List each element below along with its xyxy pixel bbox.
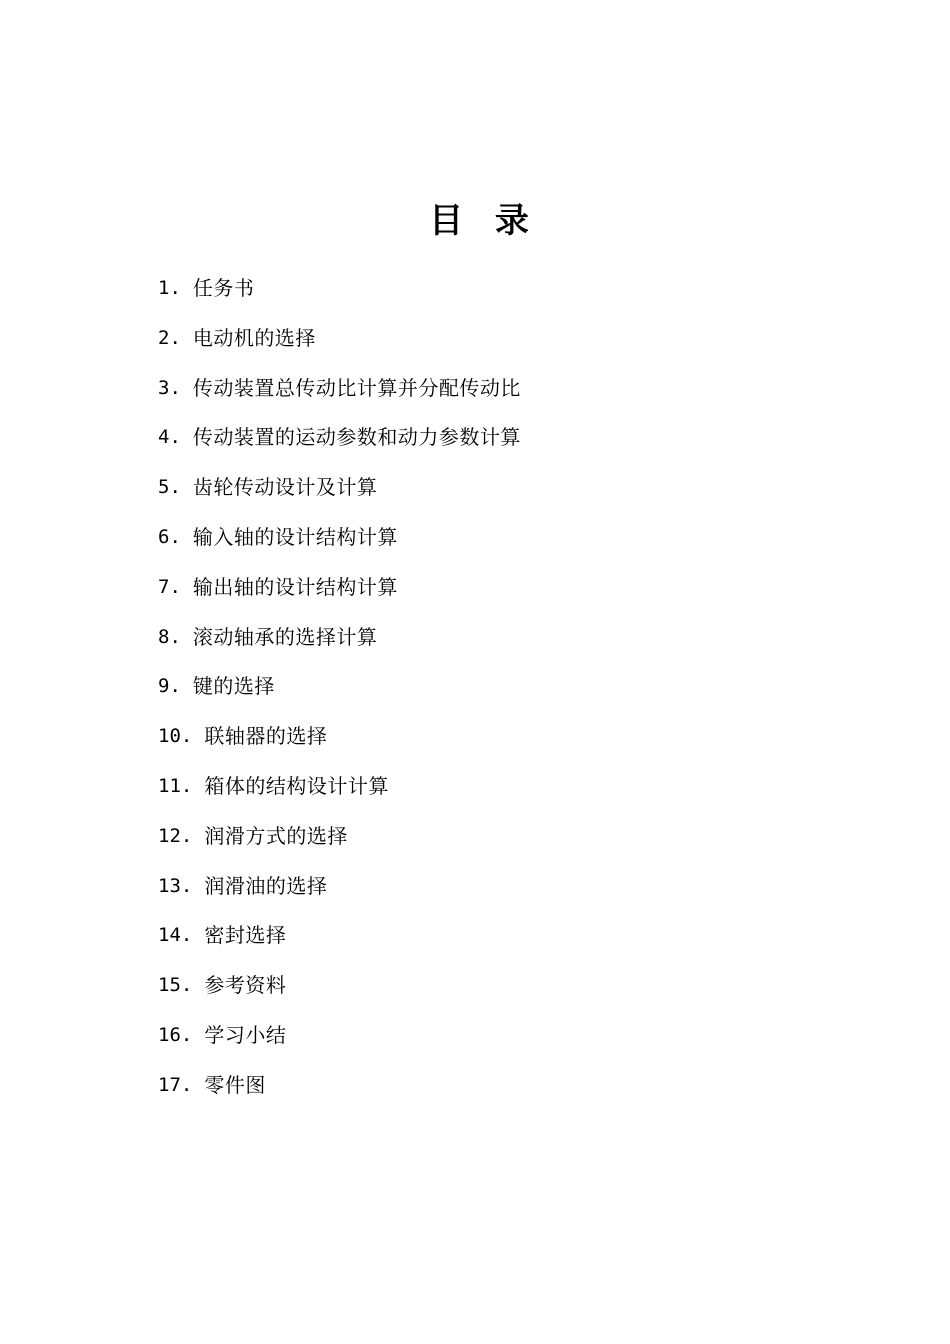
toc-item [158,866,521,916]
toc-item [158,417,521,467]
toc-item [158,766,521,816]
toc-item-number: 7. [158,575,181,598]
toc-item-text: 参考资料 [204,973,287,998]
toc-list [158,268,521,1115]
toc-item-number: 16. [158,1023,193,1046]
toc-item-number: 5. [158,476,181,499]
toc-item-text: 润滑方式的选择 [204,823,348,848]
toc-item-text: 传动装置总传动比计算并分配传动比 [192,375,521,400]
toc-title: 目 录 [429,201,539,241]
toc-item [158,467,521,517]
toc-item [158,617,521,667]
toc-item-text: 输入轴的设计结构计算 [192,524,398,549]
toc-item [158,368,521,418]
toc-item-number: 6. [158,525,181,548]
toc-item-number: 11. [158,774,193,797]
toc-item-text: 联轴器的选择 [204,724,328,749]
toc-item [158,268,521,318]
toc-item [158,965,521,1015]
toc-item-text: 润滑油的选择 [204,873,328,898]
toc-item [158,716,521,766]
toc-item-text: 学习小结 [204,1022,287,1047]
toc-item [158,567,521,617]
toc-item-number: 17. [158,1073,193,1096]
toc-item-text: 箱体的结构设计计算 [204,773,389,798]
toc-item [158,915,521,965]
toc-item-number: 2. [158,326,181,349]
toc-item [158,1015,521,1065]
toc-item-number: 12. [158,824,193,847]
toc-item [158,318,521,368]
toc-item-text: 滚动轴承的选择计算 [192,624,378,649]
toc-item-number: 3. [158,376,181,399]
toc-item-number: 13. [158,874,193,897]
toc-item-number: 14. [158,924,193,947]
toc-item-text: 电动机的选择 [192,325,316,350]
toc-item-text: 密封选择 [204,923,287,948]
toc-item [158,1065,521,1115]
toc-item-number: 4. [158,426,181,449]
toc-item [158,666,521,716]
toc-item-number: 10. [158,725,193,748]
toc-item-number: 1. [158,277,181,299]
toc-item-number: 9. [158,675,181,698]
toc-item [158,816,521,866]
toc-item-text: 传动装置的运动参数和动力参数计算 [192,425,521,450]
toc-item-text: 齿轮传动设计及计算 [192,475,378,500]
toc-item-text: 键的选择 [192,674,275,699]
toc-item-text: 任务书 [192,276,255,300]
toc-item-text: 输出轴的设计结构计算 [192,574,398,599]
toc-item-text: 零件图 [204,1072,266,1097]
toc-item-number: 8. [158,625,181,648]
toc-item [158,517,521,567]
toc-item-number: 15. [158,974,193,997]
